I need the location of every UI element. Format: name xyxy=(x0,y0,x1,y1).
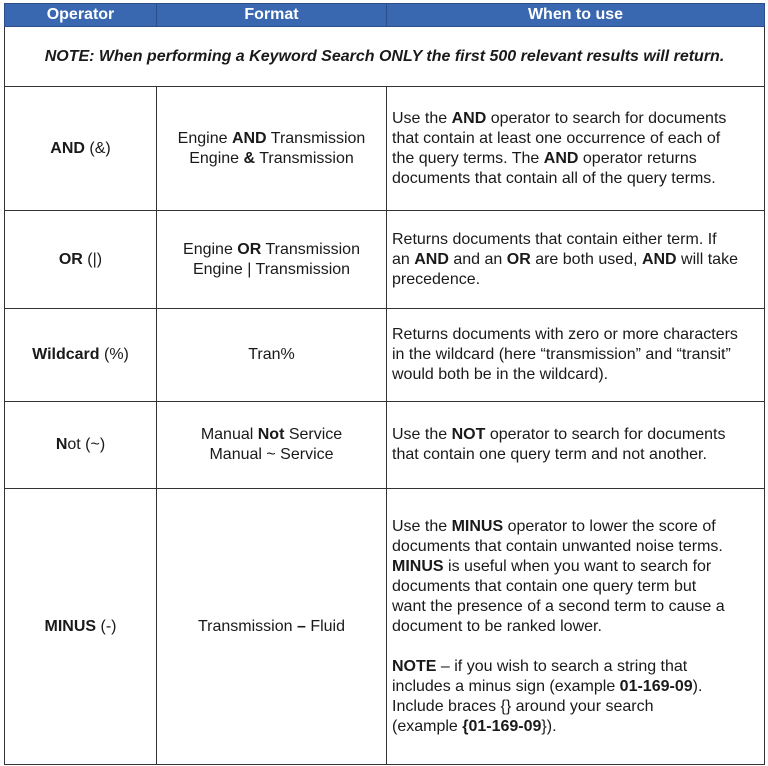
table-row xyxy=(5,211,765,309)
format-cell: Engine AND Transmission Engine & Transmission xyxy=(157,87,387,211)
usage-cell: Use the AND operator to search for documents that contain at least one occurrence of each of the query terms. The AND operator returns documents that contain all of the query terms. xyxy=(387,87,765,211)
table-row xyxy=(5,309,765,402)
table-row xyxy=(5,87,765,211)
usage-cell: Use the MINUS operator to lower the score of documents that contain unwanted noise terms. MINUS is useful when you want to search for documents that contain one query term but want the presence of a second term to cause a document to be ranked lower. NOTE – if you wish to search a string that includes a minus sign (example 01-169-09). Include braces {} around your search (example {01-169-09}). xyxy=(387,489,765,765)
header-operator: Operator xyxy=(5,4,157,27)
operator-cell: MINUS (-) xyxy=(5,489,157,765)
header-when-to-use: When to use xyxy=(387,4,765,27)
operator-cell: AND (&) xyxy=(5,87,157,211)
usage-cell: Returns documents with zero or more characters in the wildcard (here “transmission” and “transit” would both be in the wildcard). xyxy=(387,309,765,402)
search-limit-note: NOTE: When performing a Keyword Search ONLY the first 500 relevant results will return. xyxy=(5,27,765,87)
table-row xyxy=(5,402,765,489)
usage-cell: Use the NOT operator to search for documents that contain one query term and not another. xyxy=(387,402,765,489)
format-cell: Transmission – Fluid xyxy=(157,489,387,765)
note-row xyxy=(5,27,765,87)
format-cell: Tran% xyxy=(157,309,387,402)
table-row xyxy=(5,489,765,765)
operator-cell: OR (|) xyxy=(5,211,157,309)
format-cell: Manual Not Service Manual ~ Service xyxy=(157,402,387,489)
operator-cell: Not (~) xyxy=(5,402,157,489)
keyword-operators-table xyxy=(4,3,765,765)
usage-cell: Returns documents that contain either term. If an AND and an OR are both used, AND will take precedence. xyxy=(387,211,765,309)
header-format: Format xyxy=(157,4,387,27)
header-row xyxy=(5,4,765,27)
operator-cell: Wildcard (%) xyxy=(5,309,157,402)
format-cell: Engine OR Transmission Engine | Transmission xyxy=(157,211,387,309)
